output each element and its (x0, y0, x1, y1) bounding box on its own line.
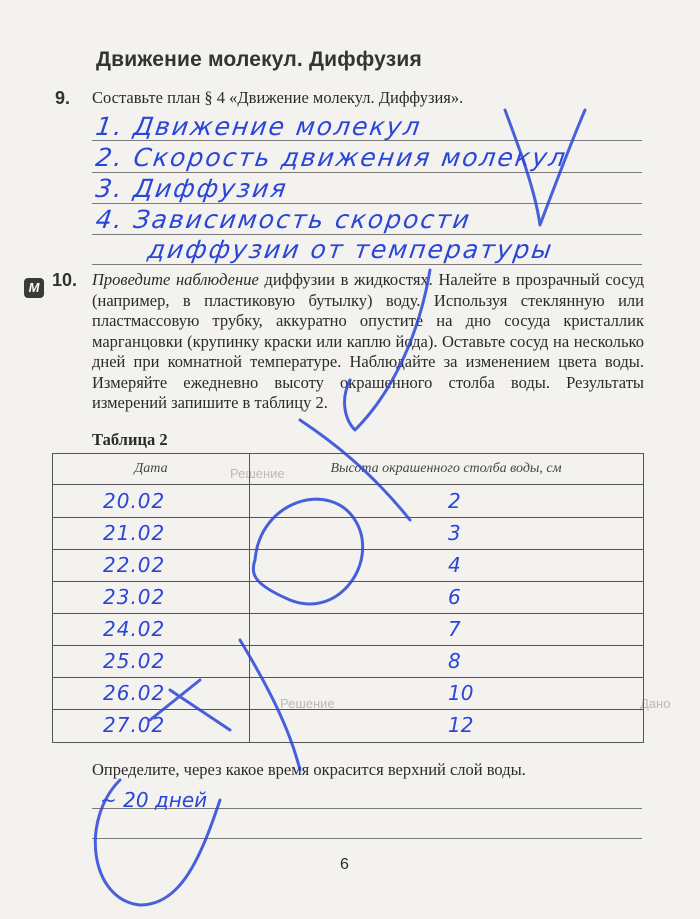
question-10-body: диффузии в жидкостях. Налейте в прозрачный сосуд (например, в пластиковую бутылку) воду. Используя стеклянную или пластмассовую трубку, аккуратно опустите на дно сосуда кристаллик марганцовки (крупинку краски или каплю йода). Оставьте сосуд на несколько дней при комнатной температуре. Наблюдайте за изменением цвета воды. Измеряйте ежедневно высоту окрашенного столба воды. Результаты измерений запишите в таблицу 2. (92, 270, 644, 412)
row-date: 24.02 (103, 617, 166, 641)
table-title: Таблица 2 (92, 430, 168, 449)
page-title: Движение молекул. Диффузия (96, 48, 422, 71)
plan-item: 1. Движение молекул (93, 112, 424, 141)
row-height: 2 (448, 489, 461, 513)
row-date: 22.02 (103, 553, 166, 577)
m-badge-icon: М (24, 278, 44, 298)
scribble-stroke (95, 780, 220, 905)
row-date: 20.02 (103, 489, 166, 513)
scribble-stroke (253, 499, 362, 604)
plan-item: 2. Скорость движения молекул (93, 143, 569, 172)
header-date: Дата (134, 461, 168, 476)
row-date: 27.02 (103, 713, 166, 737)
question-10-emphasis: Проведите наблюдение (92, 270, 259, 289)
bleed-through-text: Дано (640, 696, 671, 711)
row-height: 8 (448, 649, 461, 673)
scribble-stroke (150, 680, 230, 730)
page-number: 6 (340, 856, 349, 873)
plan-item: 3. Диффузия (93, 174, 290, 203)
header-height: Высота окрашенного столба воды, см (330, 461, 562, 476)
question-9-number: 9. (55, 88, 71, 108)
scribble-stroke (300, 420, 410, 520)
scribble-stroke (240, 640, 300, 770)
plan-item: 4. Зависимость скорости (93, 205, 474, 234)
row-height: 7 (448, 617, 461, 641)
bleed-through-text: Решение (280, 696, 335, 711)
plan-item: диффузии от температуры (145, 235, 556, 264)
question-10-followup: Определите, через какое время окрасится верхний слой воды. (92, 760, 526, 779)
scribble-stroke (505, 110, 585, 225)
question-10-number: 10. (52, 270, 78, 290)
bleed-through-text: Решение (230, 466, 285, 481)
row-height: 6 (448, 585, 461, 609)
handwritten-answer: ~ 20 дней (100, 788, 208, 812)
row-date: 23.02 (103, 585, 166, 609)
row-height: 3 (448, 521, 461, 545)
row-date: 21.02 (103, 521, 166, 545)
row-date: 25.02 (103, 649, 166, 673)
question-9-text: Составьте план § 4 «Движение молекул. Диффузия». (92, 88, 464, 107)
row-height: 12 (448, 713, 474, 737)
scribble-stroke (345, 270, 430, 430)
row-height: 10 (448, 681, 474, 705)
row-height: 4 (448, 553, 461, 577)
row-date: 26.02 (103, 681, 166, 705)
